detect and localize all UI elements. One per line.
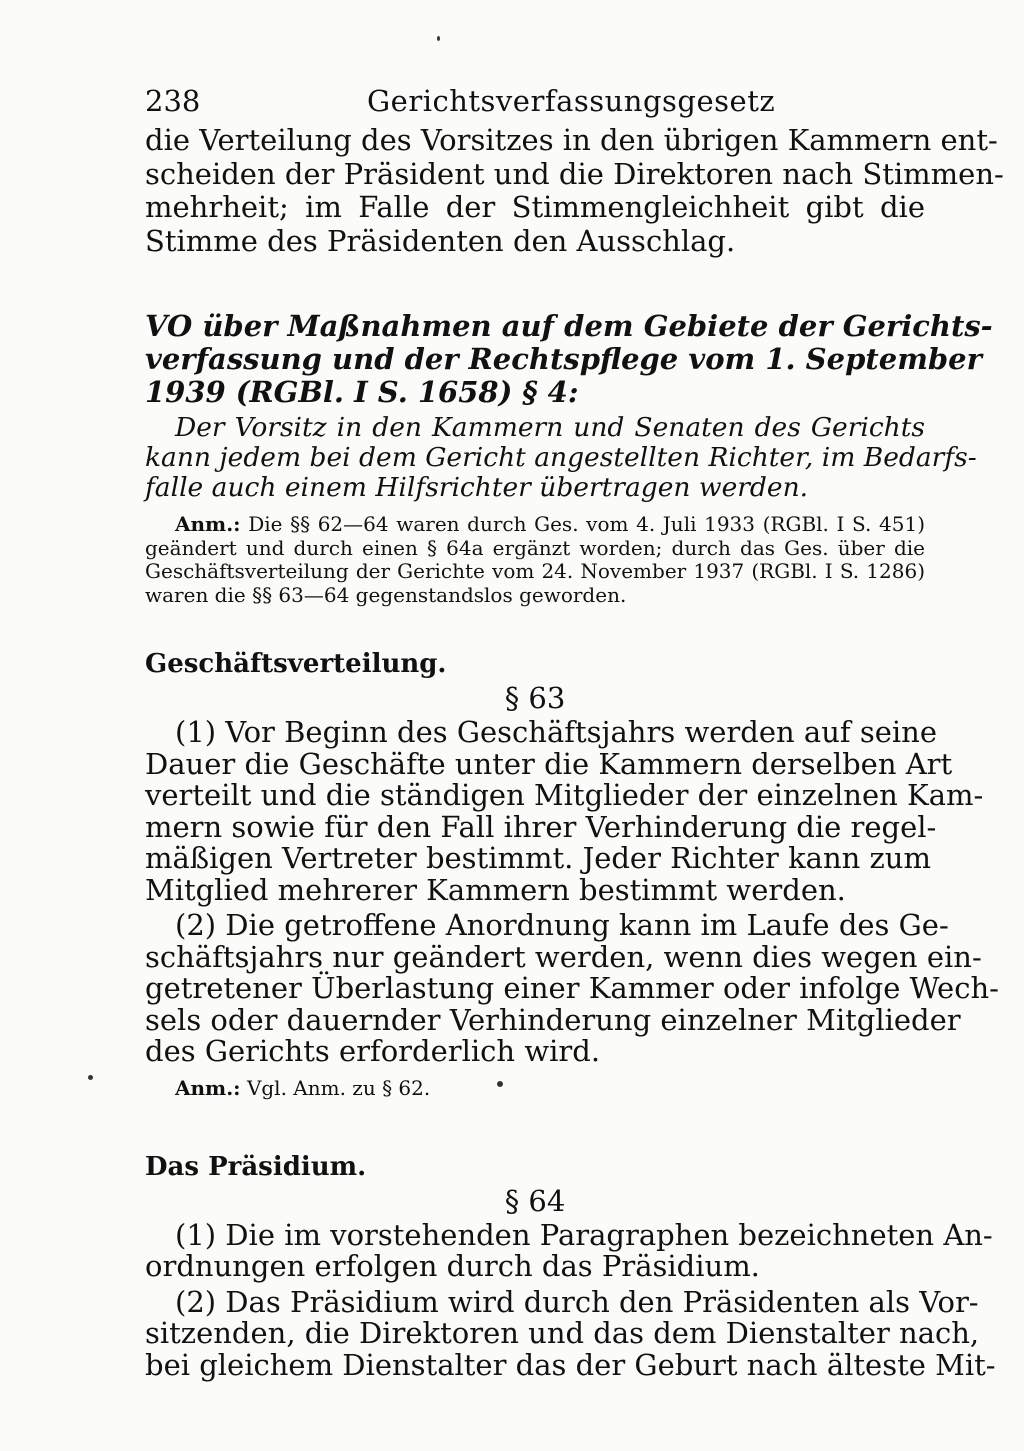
section-title: Geschäftsverteilung.	[145, 649, 447, 679]
text-line: des Gerichts erforderlich wird.	[145, 1034, 601, 1068]
annotation-line: Geschäftsverteilung der Gerichte vom 24. November 1937 (RGBl. I S. 1286)	[145, 559, 925, 583]
text-line: 1939 (RGBl. I S. 1658) § 4:	[145, 375, 579, 409]
annotation-line	[145, 513, 925, 537]
text-line: Stimme des Präsidenten den Ausschlag.	[145, 223, 736, 258]
running-head: Gerichtsverfassungsgesetz	[367, 84, 776, 118]
annotation	[145, 1076, 925, 1100]
subsection	[145, 1217, 993, 1283]
text-line: sitzenden, die Direktoren und das dem Dienstalter nach,	[145, 1316, 980, 1350]
paragraph-mark: § 64	[504, 1183, 566, 1218]
page-header	[145, 84, 925, 124]
vo-quote	[145, 412, 977, 503]
text-line: mehrheit; im Falle der Stimmengleichheit gibt die	[145, 190, 925, 224]
text-line: VO über Maßnahmen auf dem Gebiete der Gerichts-	[145, 309, 993, 343]
section-body	[145, 1217, 996, 1382]
text-line: falle auch einem Hilfsrichter übertragen werden.	[145, 472, 809, 503]
subsection	[145, 908, 999, 1068]
text-line: (1) Vor Beginn des Geschäftsjahrs werden auf seine	[175, 715, 937, 749]
book-page	[145, 84, 1004, 1382]
text-line: scheiden der Präsident und die Direktoren nach Stimmen-	[145, 156, 1004, 191]
subsection	[145, 715, 984, 907]
text-line: schäftsjahrs nur geändert werden, wenn dies wegen ein-	[145, 939, 982, 974]
text-line: kann jedem bei dem Gericht angestellten Richter, im Bedarfs-	[145, 442, 977, 473]
text-line: verfassung und der Rechtspflege vom 1. September	[145, 342, 982, 376]
text-line: getretener Überlastung einer Kammer oder infolge Wech-	[145, 971, 999, 1005]
text-line: verteilt und die ständigen Mitglieder der einzelnen Kam-	[145, 778, 984, 812]
vo-heading	[145, 309, 993, 409]
subsection	[145, 1284, 996, 1382]
annotation-label: Anm.:	[175, 1075, 241, 1100]
text-line: (1) Die im vorstehenden Paragraphen bezeichneten An-	[175, 1217, 993, 1252]
annotation-line: geändert und durch einen § 64a ergänzt worden; durch das Ges. über die	[145, 535, 925, 560]
print-speck	[437, 36, 440, 41]
text-line: die Verteilung des Vorsitzes in den übrigen Kammern ent-	[145, 123, 998, 157]
text-line: mäßigen Vertreter bestimmt. Jeder Richter kann zum	[145, 841, 931, 875]
text-line: ordnungen erfolgen durch das Präsidium.	[145, 1249, 760, 1283]
annotation-line: waren die §§ 63—64 gegenstandslos geworden.	[145, 582, 627, 607]
annotation	[145, 513, 925, 607]
section-title: Das Präsidium.	[145, 1151, 367, 1182]
annotation-text: Vgl. Anm. zu § 62.	[246, 1075, 431, 1100]
text-line: Der Vorsitz in den Kammern und Senaten des Gerichts	[175, 412, 925, 443]
paragraph-mark: § 63	[504, 681, 566, 715]
text-line: sels oder dauernder Verhinderung einzelner Mitglieder	[145, 1002, 961, 1037]
continuation-paragraph	[145, 123, 1004, 258]
text-line: (2) Die getroffene Anordnung kann im Laufe des Ge-	[175, 908, 949, 942]
print-speck	[88, 1075, 93, 1080]
page-number: 238	[145, 84, 201, 118]
annotation-text: Die §§ 62—64 waren durch Ges. vom 4. Juli 1933 (RGBl. I S. 451)	[248, 512, 925, 536]
text-line: Mitglied mehrerer Kammern bestimmt werden.	[145, 872, 846, 907]
annotation-label: Anm.:	[175, 512, 241, 536]
text-line: Dauer die Geschäfte unter die Kammern derselben Art	[145, 746, 953, 781]
text-line: bei gleichem Dienstalter das der Geburt nach älteste Mit-	[145, 1347, 996, 1382]
text-line: mern sowie für den Fall ihrer Verhinderung die regel-	[145, 809, 937, 844]
section-body	[145, 715, 999, 1068]
text-line: (2) Das Präsidium wird durch den Präsidenten als Vor-	[175, 1284, 979, 1319]
